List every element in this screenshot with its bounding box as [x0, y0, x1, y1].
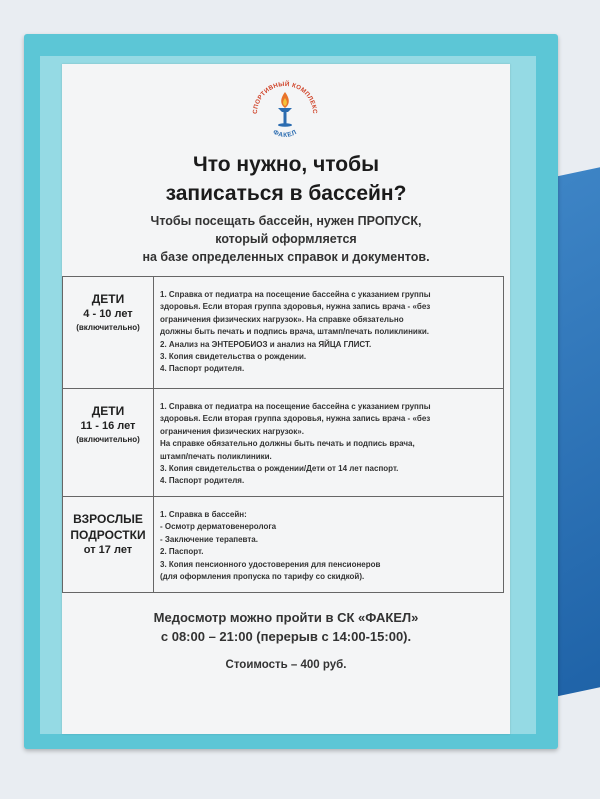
requirements-cell: 1. Справка от педиатра на посещение бассейна с указанием группы здоровья. Если вторая группа здоровья, нужна запись врача - «без ограничения физических нагрузок». На справке обязательно должны быть печать и подпись врача, штамп/печать поликлиники. 3. Копия свидетельства о рождении/Дети от 14 лет паспорт. 4. Паспорт родителя. [154, 389, 504, 497]
category-cell: ВЗРОСЛЫЕ ПОДРОСТКИ от 17 лет [63, 497, 154, 593]
intro-text: Чтобы посещать бассейн, нужен ПРОПУСК, который оформляется на базе определенных справок и документов. [142, 214, 430, 264]
table-row [63, 277, 504, 389]
page-title: Что нужно, чтобы записаться в бассейн? [165, 153, 407, 205]
medical-exam-location: Медосмотр можно пройти в СК «ФАКЕЛ» [153, 610, 419, 625]
category-cell: ДЕТИ 11 - 16 лет (включительно) [63, 389, 154, 497]
working-hours: с 08:00 – 21:00 (перерыв с 14:00-15:00). [160, 629, 412, 644]
svg-text:ФАКЕЛ: ФАКЕЛ [271, 128, 299, 139]
fakel-logo-icon [248, 74, 322, 148]
category-cell: ДЕТИ 4 - 10 лет (включительно) [63, 277, 154, 389]
price-label: Стоимость – 400 руб. [225, 659, 347, 671]
footer-info [62, 608, 510, 675]
poster-sheet [62, 64, 510, 734]
table-row [63, 389, 504, 497]
svg-text:СПОРТИВНЫЙ КОМПЛЕКС: СПОРТИВНЫЙ КОМПЛЕКС [251, 80, 319, 115]
requirements-cell: 1. Справка в бассейн: - Осмотр дерматовенеролога - Заключение терапевта. 2. Паспорт. 3. Копия пенсионного удостоверения для пенсионеров (для оформления пропуска по тарифу со скидкой). [154, 497, 504, 593]
requirements-table [62, 276, 504, 593]
requirements-cell: 1. Справка от педиатра на посещение бассейна с указанием группы здоровья. Если вторая группа здоровья, нужна запись врача - «без ограничения физических нагрузок». На справке обязательно должны быть печать и подпись врача, штамп/печать поликлиники. 2. Анализ на ЭНТЕРОБИОЗ и анализ на ЯЙЦА ГЛИСТ. 3. Копия свидетельства о рождении. 4. Паспорт родителя. [154, 277, 504, 389]
table-row [63, 497, 504, 593]
